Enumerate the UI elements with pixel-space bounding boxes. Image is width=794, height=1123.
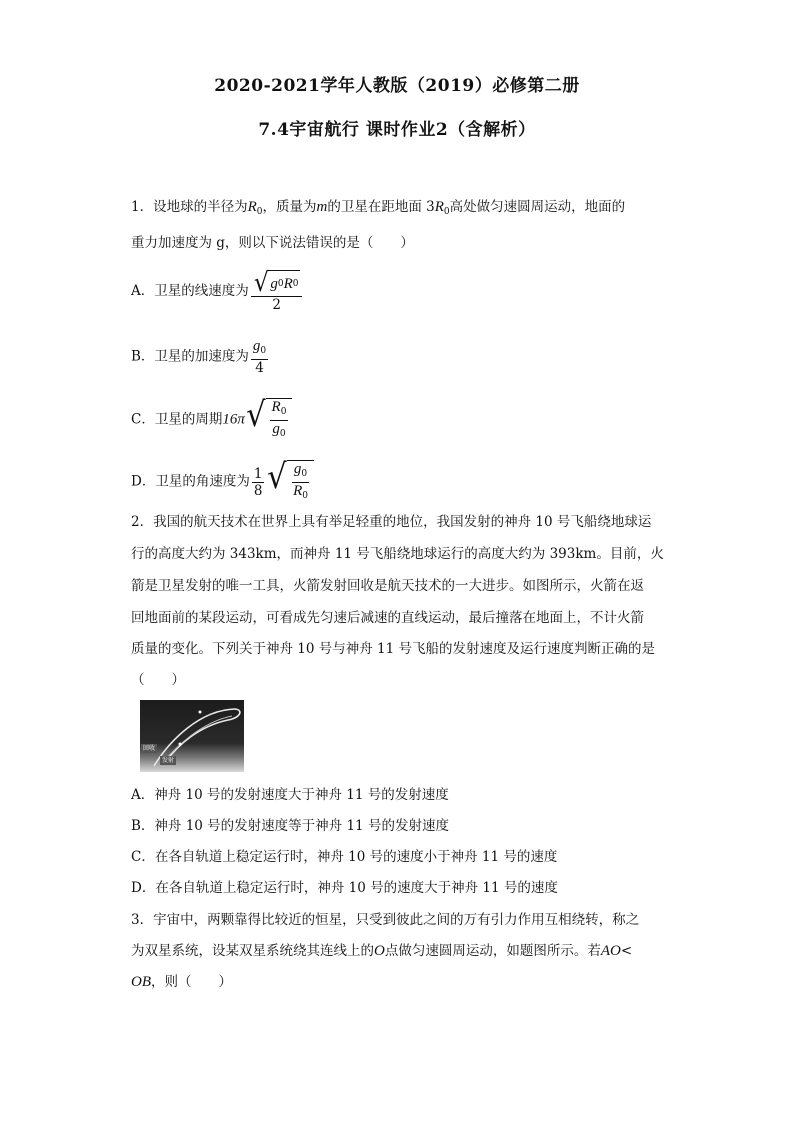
q1-option-c: C．卫星的周期16π √ $\frac{R_0}{g_0}$: [131, 398, 292, 442]
q3-stem-line2: 为双星系统，设某双星系统绕其连线上的O点做匀速圆周运动，如题图所示。若AO<: [131, 943, 633, 959]
q1-option-d: D．卫星的角速度为 $\frac{1}{8}$ √ $\frac{g_0}{R_0}$: [131, 460, 314, 504]
rocket-marker: [179, 743, 182, 746]
q3-stem-line3: OB，则（ ）: [131, 974, 232, 990]
q1-stem-line2: 重力加速度为 g，则以下说法错误的是（ ）: [131, 235, 414, 251]
label-return: 回收: [143, 745, 156, 752]
q3-stem-line1: 3．宇宙中，两颗靠得比较近的恒星，只受到彼此之间的万有引力作用互相绕转，称之: [131, 912, 640, 928]
q2-option-b: B．神舟 10 号的发射速度等于神舟 11 号的发射速度: [131, 818, 449, 834]
fraction: $\frac{g_0}{R_0}$: [293, 461, 308, 501]
label-launch: 发射: [162, 757, 175, 764]
q2-stem-line5: 质量的变化。下列关于神舟 10 号与神舟 11 号飞船的发射速度及运行速度判断正确的是: [131, 641, 656, 657]
q1-option-b: B．卫星的加速度为 $\frac{g_0}{4}$: [131, 338, 267, 376]
page-subtitle: 7.4宇宙航行 课时作业2（含解析）: [258, 120, 536, 140]
fraction: $\frac{1}{8}$: [253, 465, 263, 499]
q2-stem-line4: 回地面前的某段运动，可看成先匀速后减速的直线运动，最后撞落在地面上，不计火箭: [131, 610, 644, 626]
rocket-marker: [199, 711, 202, 714]
q1-option-a: A．卫星的线速度为 √ g 0 R 0 2: [131, 270, 304, 313]
q2-option-d: D．在各自轨道上稳定运行时，神舟 10 号的速度大于神舟 11 号的速度: [131, 880, 558, 896]
q1-stem-line1: 1．设地球的半径为$R_0$，质量为m的卫星在距地面 $3R_0$高处做匀速圆周运动，地面的: [131, 199, 626, 217]
q2-option-c: C．在各自轨道上稳定运行时，神舟 10 号的速度小于神舟 11 号的速度: [131, 849, 558, 865]
q2-option-a: A．神舟 10 号的发射速度大于神舟 11 号的发射速度: [131, 787, 449, 803]
fraction: $\frac{R_0}{g_0}$: [271, 399, 287, 439]
page-title: 2020-2021学年人教版（2019）必修第二册: [214, 76, 580, 96]
trajectory-svg: [140, 700, 244, 772]
q2-stem-line1: 2．我国的航天技术在世界上具有举足轻重的地位，我国发射的神舟 10 号飞船绕地球运: [131, 514, 652, 530]
q2-stem-line6: （ ）: [131, 672, 185, 688]
rocket-trajectory-figure: [140, 700, 244, 772]
fraction: $\frac{g_0}{4}$: [252, 338, 267, 376]
q2-stem-line2: 行的高度大约为 343km，而神舟 11 号飞船绕地球运行的高度大约为 393km。目前，火: [131, 546, 664, 562]
q2-stem-line3: 箭是卫星发射的唯一工具，火箭发射回收是航天技术的一大进步。如图所示，火箭在返: [131, 578, 644, 594]
fraction: √ g 0 R 0 2: [251, 270, 303, 313]
